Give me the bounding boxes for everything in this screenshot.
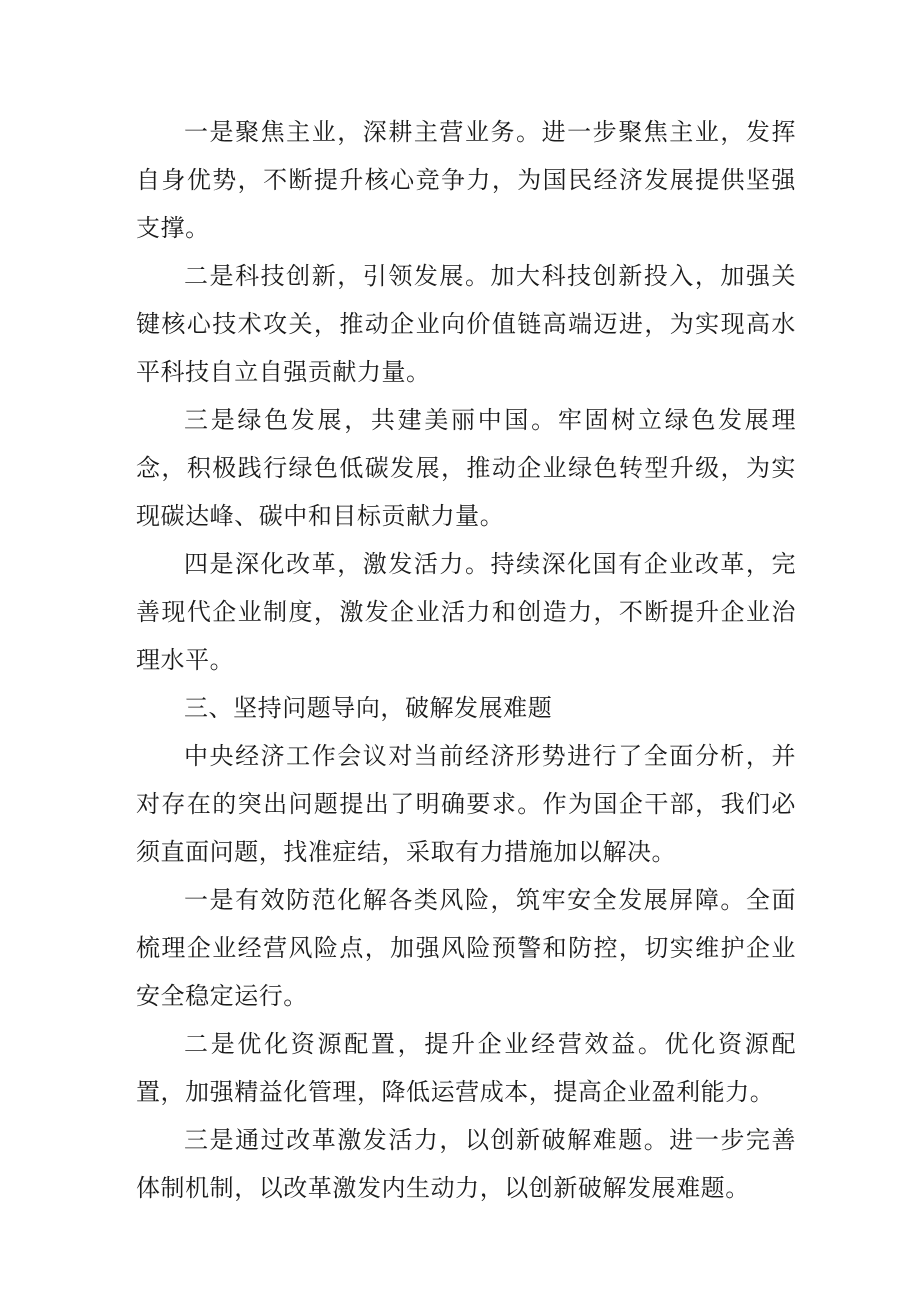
- paragraph-reform-innovation: 三是通过改革激发活力，以创新破解难题。进一步完善体制机制，以改革激发内生动力，以创新破解发展难题。: [136, 1126, 796, 1202]
- paragraph-green-development: 三是绿色发展，共建美丽中国。牢固树立绿色发展理念，积极践行绿色低碳发展，推动企业绿色转型升级，为实现碳达峰、碳中和目标贡献力量。: [136, 406, 796, 530]
- paragraph-economic-conference: 中央经济工作会议对当前经济形势进行了全面分析，并对存在的突出问题提出了明确要求。作为国企干部，我们必须直面问题，找准症结，采取有力措施加以解决。: [136, 742, 796, 866]
- document-body: [136, 108, 796, 1212]
- paragraph-tech-innovation: 二是科技创新，引领发展。加大科技创新投入，加强关键核心技术攻关，推动企业向价值链高端迈进，为实现高水平科技自立自强贡献力量。: [136, 262, 796, 386]
- paragraph-deepen-reform: 四是深化改革，激发活力。持续深化国有企业改革，完善现代企业制度，激发企业活力和创造力，不断提升企业治理水平。: [136, 550, 796, 674]
- paragraph-risk-prevention: 一是有效防范化解各类风险，筑牢安全发展屏障。全面梳理企业经营风险点，加强风险预警和防控，切实维护企业安全稳定运行。: [136, 886, 796, 1010]
- section-heading-problem-oriented: 三、坚持问题导向，破解发展难题: [184, 694, 553, 722]
- paragraph-focus-main-business: 一是聚焦主业，深耕主营业务。进一步聚焦主业，发挥自身优势，不断提升核心竞争力，为国民经济发展提供坚强支撑。: [136, 118, 796, 242]
- paragraph-resource-allocation: 二是优化资源配置，提升企业经营效益。优化资源配置，加强精益化管理，降低运营成本，提高企业盈利能力。: [136, 1030, 796, 1106]
